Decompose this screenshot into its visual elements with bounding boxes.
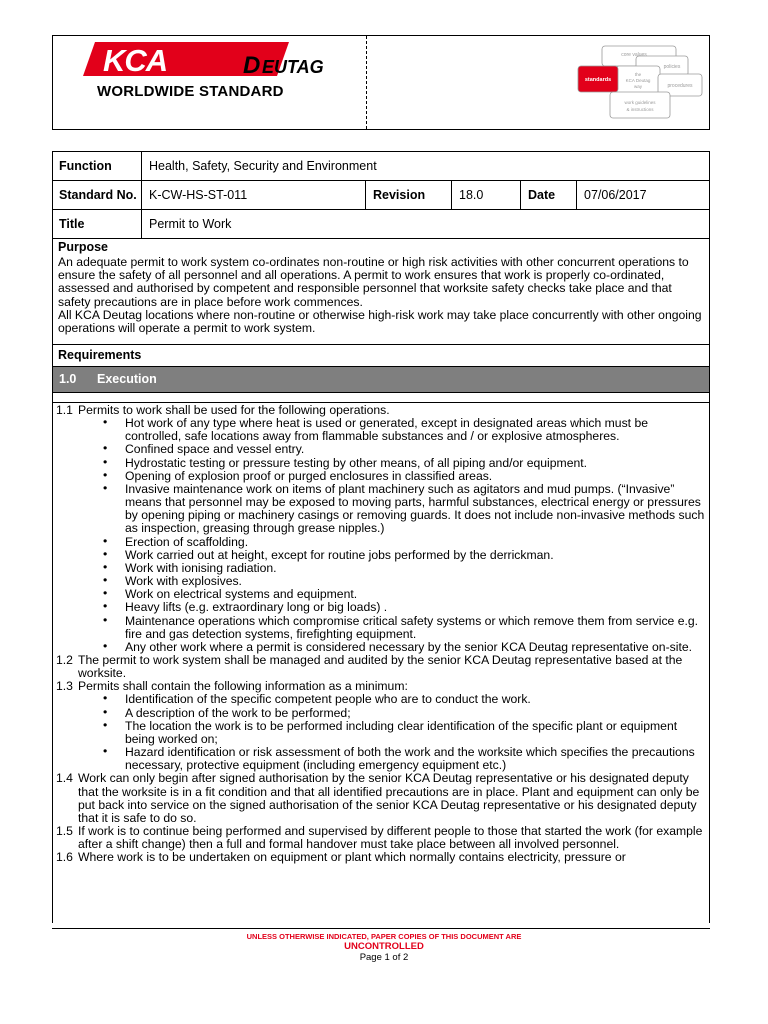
list-item-1-6: 1.6 Where work is to be undertaken on equipment or plant which normally contains electricity, pressure or <box>56 850 626 865</box>
purpose-heading: Purpose <box>58 240 109 254</box>
svg-text:the: the <box>634 72 642 77</box>
bullet-item: • Heavy lifts (e.g. extraordinary long or big loads) . <box>103 599 388 615</box>
section-number: 1.0 <box>59 372 77 386</box>
footer-rule <box>52 928 710 929</box>
bullet-item: • Hot work of any type where heat is used or generated, except in designated areas which must be controlled, safe locations away from flammable substances and / or explosive atmospheres. <box>103 415 649 444</box>
svg-text:way: way <box>633 84 643 89</box>
list-item-1-3: 1.3 Permits shall contain the following information as a minimum: <box>56 679 408 694</box>
bullet-item: • Hazard identification or risk assessment of both the work and the worksite which specifies the precautions necessary, protective equipment (including emergency equipment etc.) <box>103 744 695 773</box>
standard-no-label: Standard No. <box>59 188 137 202</box>
section-title: Execution <box>97 372 157 386</box>
svg-text:work guidelines: work guidelines <box>624 100 656 105</box>
svg-text:EUTAG: EUTAG <box>262 57 324 77</box>
diagram-label-core-values: core values <box>621 52 647 58</box>
function-label: Function <box>59 159 112 173</box>
diagram-label-procedures: procedures <box>667 83 693 89</box>
svg-text:& instructions: & instructions <box>626 107 654 112</box>
requirements-row <box>52 345 710 367</box>
list-item-1-2: 1.2 The permit to work system shall be managed and audited by the senior KCA Deutag representative based at the worksite. <box>56 652 683 681</box>
bullet-item: • Erection of scaffolding. <box>103 533 249 549</box>
svg-text:KCA Deutag: KCA Deutag <box>625 78 651 83</box>
standard-no-value: K-CW-HS-ST-011 <box>149 188 248 202</box>
purpose-text: An adequate permit to work system co-ordinates non-routine or high risk activities with other concurrent operations to ensure the safety of all personnel and all operations. A permit to work ensures that work is properly co-ordinated, assessed and authorised by competent and responsible personnel that worksite safety checks take place and that safety precautions are in place before work commences. <box>58 255 689 309</box>
bullet-item: • Work on electrical systems and equipment. <box>103 586 358 602</box>
bullet-item: • A description of the work to be performed; <box>103 704 351 720</box>
section-header-execution <box>52 367 710 393</box>
revision-value: 18.0 <box>459 188 484 202</box>
standard-number-row <box>52 180 710 210</box>
list-item-1-4: 1.4 Work can only begin after signed authorisation by the senior KCA Deutag representative or his designated deputy that the worksite is in a fit condition and that all identified precautions are in place. Plant and equipment can only be put back into service on the signed authorisation of the senior KCA Deutag representative or his designated deputy that it is safe to do so. <box>56 771 700 825</box>
list-item-1-1: 1.1 Permits to work shall be used for the following operations. <box>56 403 390 417</box>
date-value: 07/06/2017 <box>584 188 647 202</box>
revision-label: Revision <box>373 188 426 202</box>
bullet-item: • The location the work is to be performed including clear identification of the specific plant or equipment being worked on; <box>103 717 678 746</box>
diagram-label-policies: policies <box>663 64 681 70</box>
bullet-item: • Hydrostatic testing or pressure testing by other means, of all piping and/or equipment. <box>103 454 588 470</box>
standards-hierarchy-diagram <box>576 44 704 124</box>
document-header <box>52 35 710 130</box>
title-label: Title <box>59 217 85 231</box>
kca-deutag-logo <box>81 40 351 80</box>
function-row <box>52 151 710 181</box>
footer-notice: UNLESS OTHERWISE INDICATED, PAPER COPIES OF THIS DOCUMENT ARE <box>246 932 522 941</box>
header-divider <box>366 36 367 129</box>
title-value: Permit to Work <box>149 217 232 231</box>
requirements-heading: Requirements <box>58 348 142 362</box>
bullet-item: • Any other work where a permit is considered necessary by the senior KCA Deutag representative on-site. <box>103 638 692 654</box>
svg-text:D: D <box>243 52 261 79</box>
title-row <box>52 209 710 239</box>
bullet-item: • Identification of the specific competent people who are to conduct the work. <box>103 691 531 707</box>
bullet-item: • Invasive maintenance work on items of plant machinery such as agitators and mud pumps. (“Invasive” means that personnel may be exposed to moving parts, harmful substances, electrical energy or pressures by opening piping or machinery casings or removing guards. It does not include non-invasive methods such as inspection, greasing through grease nipples.) <box>103 480 705 536</box>
execution-body <box>52 393 710 923</box>
footer-uncontrolled: UNCONTROLLED <box>344 941 424 952</box>
worldwide-standard-title: WORLDWIDE STANDARD <box>97 83 284 100</box>
bullet-item: • Confined space and vessel entry. <box>103 441 305 457</box>
bullet-item: • Opening of explosion proof or purged enclosures in classified areas. <box>103 467 493 483</box>
bullet-item: • Work with explosives. <box>103 573 242 589</box>
bullet-item: • Work with ionising radiation. <box>103 559 277 575</box>
svg-text:KCA: KCA <box>103 43 168 78</box>
list-item-1-5: 1.5 If work is to continue being performed and supervised by different people to those that started the work (for example after a shift change) then a full and formal handover must take place between all involved personnel. <box>56 824 703 852</box>
bullet-item: • Maintenance operations which compromise critical safety systems or which remove them from service e.g. fire and gas detection systems, firefighting equipment. <box>103 612 699 641</box>
page-number: Page 1 of 2 <box>359 952 409 963</box>
date-label: Date <box>528 188 556 202</box>
bullet-item: • Work carried out at height, except for routine jobs performed by the derrickman. <box>103 546 554 562</box>
purpose-text-scope: All KCA Deutag locations where non-routine or otherwise high-risk work may take place concurrently with other ongoing operations will operate a permit to work system. <box>58 307 702 336</box>
function-value: Health, Safety, Security and Environment <box>149 159 377 173</box>
diagram-label-standards: standards <box>584 77 612 83</box>
purpose-section <box>52 239 710 345</box>
